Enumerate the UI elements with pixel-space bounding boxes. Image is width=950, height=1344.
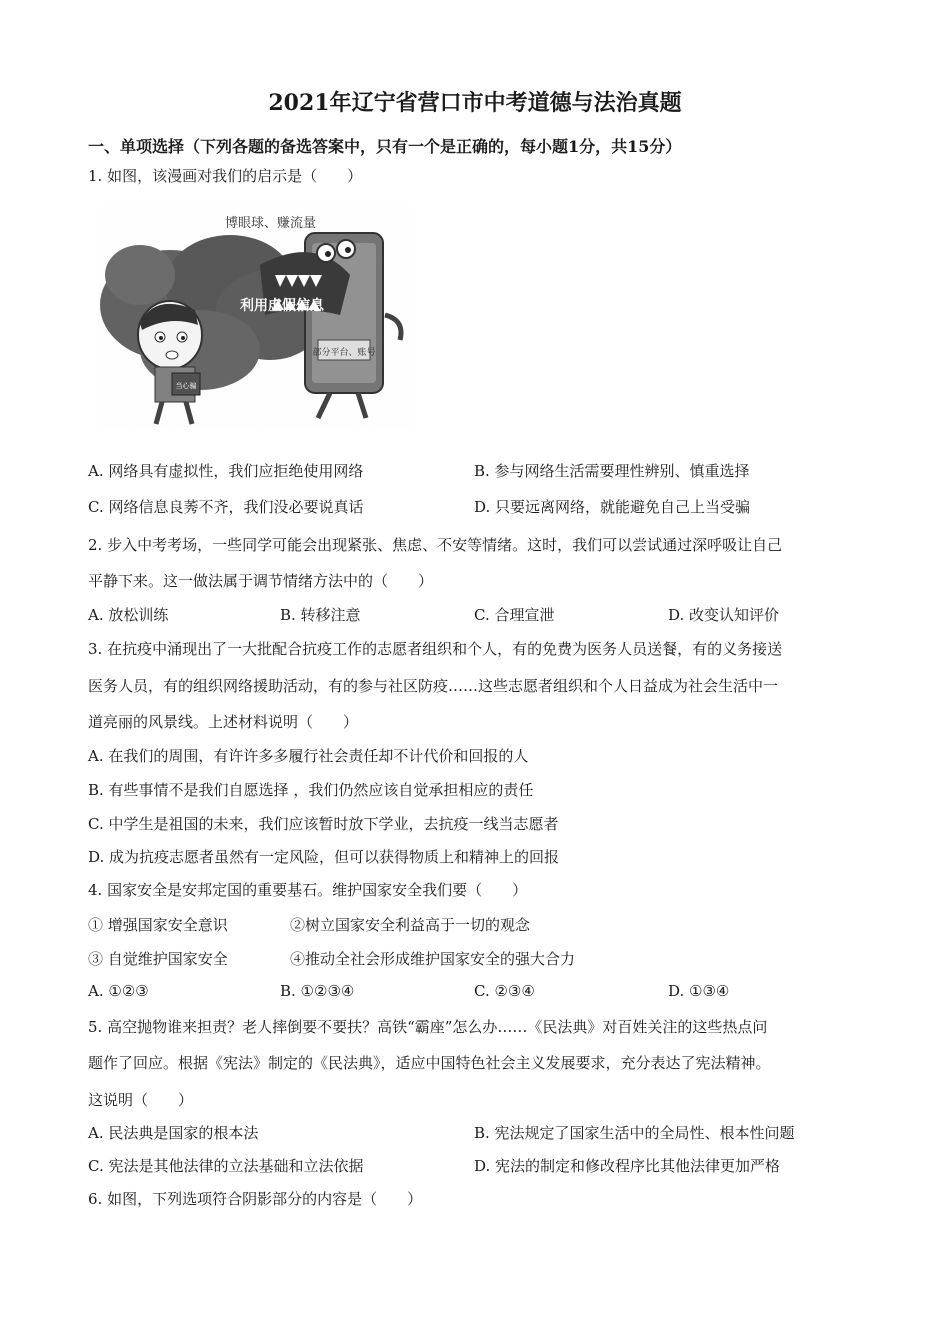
- question-3-line-2: 医务人员，有的组织网络援助活动，有的参与社区防疫……这些志愿者组织和个人日益成为社会生活中一: [88, 677, 779, 695]
- question-4-option-d: D. ①③④: [668, 982, 730, 1000]
- question-4-option-a: A. ①②③: [88, 982, 149, 1000]
- question-4-option-b: B. ①②③④: [280, 982, 355, 1000]
- phone-label: 部分平台、账号: [312, 348, 376, 358]
- question-5-line-3: 这说明（ ）: [88, 1091, 194, 1109]
- question-3-line-1: 3. 在抗疫中涌现出了一大批配合抗疫工作的志愿者组织和个人，有的免费为医务人员送餐，有的义务接送: [88, 640, 783, 658]
- question-4-statement-3: ③ 自觉维护国家安全: [88, 950, 228, 968]
- section-heading: 一、单项选择（下列各题的备选答案中，只有一个是正确的，每小题1分，共15分）: [88, 137, 682, 156]
- question-5-line-2: 题作了回应。根据《宪法》制定的《民法典》，适应中国特色社会主义发展要求，充分表达了宪法精神。: [88, 1054, 771, 1072]
- question-1-option-b: B. 参与网络生活需要理性辨别、慎重选择: [474, 462, 750, 480]
- cartoon-caption: 博眼球、赚流量: [225, 216, 317, 231]
- question-1-option-d: D. 只要远离网络，就能避免自己上当受骗: [474, 498, 751, 516]
- question-2-line-1: 2. 步入中考考场，一些同学可能会出现紧张、焦虑、不安等情绪。这时，我们可以尝试通过深呼吸让自己: [88, 536, 783, 554]
- cloud-label: 利用虚假信息: [240, 298, 324, 314]
- question-6-stem: 6. 如图，下列选项符合阴影部分的内容是（ ）: [88, 1190, 423, 1208]
- question-2-line-2: 平静下来。这一做法属于调节情绪方法中的（ ）: [88, 572, 434, 590]
- cartoon-image: [100, 205, 410, 430]
- question-4-statement-4: ④推动全社会形成维护国家安全的强大合力: [290, 950, 576, 968]
- question-1-stem: 1. 如图，该漫画对我们的启示是（ ）: [88, 167, 363, 185]
- question-3-option-b: B. 有些事情不是我们自愿选择 ，我们仍然应该自觉承担相应的责任: [88, 781, 534, 799]
- question-4-statement-1: ① 增强国家安全意识: [88, 916, 228, 934]
- question-5-option-d: D. 宪法的制定和修改程序比其他法律更加严格: [474, 1157, 781, 1175]
- bag-label: 当心骗: [175, 382, 197, 390]
- question-2-option-b: B. 转移注意: [280, 606, 361, 624]
- question-5-option-b: B. 宪法规定了国家生活中的全局性、根本性问题: [474, 1124, 795, 1142]
- question-2-option-a: A. 放松训练: [88, 606, 169, 624]
- question-5-line-1: 5. 高空抛物谁来担责？老人摔倒要不要扶？高铁“霸座”怎么办……《民法典》对百姓关注的这些热点问: [88, 1018, 768, 1036]
- question-2-option-c: C. 合理宣泄: [474, 606, 555, 624]
- question-1-option-c: C. 网络信息良莠不齐，我们没必要说真话: [88, 498, 364, 516]
- page-title: 2021年辽宁省营口市中考道德与法治真题: [268, 90, 682, 116]
- question-5-option-a: A. 民法典是国家的根本法: [88, 1124, 259, 1142]
- question-5-option-c: C. 宪法是其他法律的立法基础和立法依据: [88, 1157, 364, 1175]
- question-4-statement-2: ②树立国家安全利益高于一切的观念: [290, 916, 531, 934]
- question-2-option-d: D. 改变认知评价: [668, 606, 780, 624]
- question-3-option-c: C. 中学生是祖国的未来，我们应该暂时放下学业，去抗疫一线当志愿者: [88, 815, 559, 833]
- question-3-line-3: 道亮丽的风景线。上述材料说明（ ）: [88, 713, 359, 731]
- question-4-option-c: C. ②③④: [474, 982, 535, 1000]
- question-3-option-a: A. 在我们的周围，有许许多多履行社会责任却不计代价和回报的人: [88, 747, 529, 765]
- question-3-option-d: D. 成为抗疫志愿者虽然有一定风险，但可以获得物质上和精神上的回报: [88, 848, 560, 866]
- question-4-stem: 4. 国家安全是安邦定国的重要基石。维护国家安全我们要（ ）: [88, 881, 528, 899]
- question-1-option-a: A. 网络具有虚拟性，我们应拒绝使用网络: [88, 462, 364, 480]
